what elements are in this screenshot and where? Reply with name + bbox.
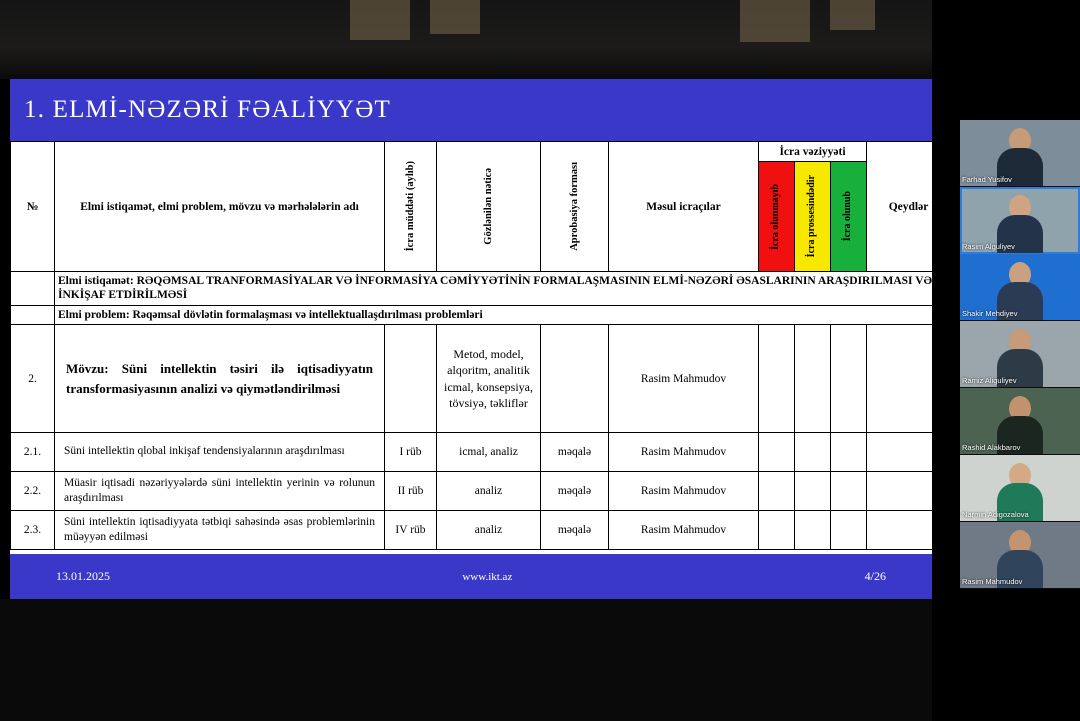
- participant-tile[interactable]: [960, 388, 1080, 455]
- topic-result-text: Metod, model, alqoritm, analitik icmal, konsepsiya, tövsiyə, təkliflər: [444, 347, 533, 410]
- participant-tile[interactable]: [960, 522, 1080, 589]
- subrow-status-red: [759, 511, 795, 550]
- table-row: [11, 305, 951, 324]
- status-executed-label: İcra olunub: [842, 191, 854, 242]
- header-result: [437, 142, 541, 272]
- subrow-term: II rüb: [385, 472, 437, 511]
- subrow-result: analiz: [437, 511, 541, 550]
- scientific-problem-text: Elmi problem: Rəqəmsal dövlətin formalaşması və intellektuallaşdırılması problemləri: [55, 305, 951, 324]
- slide-title: 1. ELMİ-NƏZƏRİ FƏALİYYƏT: [24, 96, 391, 123]
- table-row: [11, 272, 951, 306]
- subrow-approbation: məqalə: [541, 472, 609, 511]
- status-executed: [831, 162, 867, 272]
- header-status-group: İcra vəziyyəti: [759, 142, 867, 162]
- subrow-status-yellow: [795, 433, 831, 472]
- table-row: [11, 511, 951, 550]
- participant-tile[interactable]: [960, 187, 1080, 254]
- ceiling-light: [350, 0, 410, 40]
- header-direction: [55, 142, 385, 272]
- topic-result: [437, 325, 541, 433]
- section-row-spacer: [11, 272, 55, 306]
- participant-video-strip: [960, 120, 1080, 589]
- table-row: [11, 472, 951, 511]
- header-term-label: İcra müddəti (aylıb): [404, 161, 416, 252]
- subrow-direction: [55, 433, 385, 472]
- topic-direction-text: Mövzu: Süni intellektin təsiri ilə iqtisadiyyatın transformasiyasının analizi və qiymətləndirilməsi: [66, 361, 373, 396]
- subrow-result: analiz: [437, 472, 541, 511]
- status-in-progress: [795, 162, 831, 272]
- subrow-num: 2.1.: [11, 433, 55, 472]
- ceiling-light: [830, 0, 875, 30]
- topic-status-yellow: [795, 325, 831, 433]
- subrow-status-yellow: [795, 511, 831, 550]
- topic-num: 2.: [11, 325, 55, 433]
- subrow-status-green: [831, 511, 867, 550]
- participant-tile[interactable]: [960, 455, 1080, 522]
- subrow-executors: Rasim Mahmudov: [609, 472, 759, 511]
- slide-title-bar: [10, 79, 932, 141]
- slide-website: www.ikt.az: [462, 570, 513, 583]
- participant-name: Shakir Mehdiyev: [962, 309, 1018, 318]
- slide-page-number: 4/26: [864, 569, 886, 583]
- header-approbation-label: Aprobasiya forması: [568, 162, 580, 251]
- participant-name: Farhad Yusifov: [962, 175, 1012, 184]
- subrow-status-green: [831, 472, 867, 511]
- topic-direction: [55, 325, 385, 433]
- subrow-direction: [55, 472, 385, 511]
- subrow-num: 2.2.: [11, 472, 55, 511]
- subrow-executors: Rasim Mahmudov: [609, 511, 759, 550]
- subrow-approbation: məqalə: [541, 433, 609, 472]
- section-row-spacer: [11, 305, 55, 324]
- status-in-progress-label: İcra prossesindədir: [806, 175, 818, 258]
- table-row: [11, 325, 951, 433]
- subrow-direction-text: Süni intellektin qlobal inkişaf tendensiyalarının araşdırılması: [64, 445, 345, 458]
- participant-tile[interactable]: [960, 254, 1080, 321]
- subrow-notes: [867, 511, 951, 550]
- status-not-executed-label: İcra olunmayıb: [770, 183, 782, 250]
- participant-name: Narmin Adigozalova: [962, 510, 1029, 519]
- topic-term: [385, 325, 437, 433]
- work-plan-table: [10, 141, 951, 550]
- subrow-direction: [55, 511, 385, 550]
- header-result-label: Gözlənilən nəticə: [482, 168, 494, 245]
- subrow-approbation: məqalə: [541, 511, 609, 550]
- table-header-row: [11, 142, 951, 162]
- ceiling-light: [740, 0, 810, 42]
- subrow-status-green: [831, 433, 867, 472]
- subrow-executors: Rasim Mahmudov: [609, 433, 759, 472]
- status-not-executed: [759, 162, 795, 272]
- subrow-status-red: [759, 433, 795, 472]
- slide-footer: [10, 554, 932, 599]
- header-notes: Qeydlər: [867, 142, 951, 272]
- header-approbation: [541, 142, 609, 272]
- presentation-slide: [10, 79, 932, 599]
- topic-executors: Rasim Mahmudov: [609, 325, 759, 433]
- subrow-notes: [867, 433, 951, 472]
- ceiling-light: [430, 0, 480, 34]
- topic-status-red: [759, 325, 795, 433]
- participant-name: Rashid Alakbarov: [962, 443, 1021, 452]
- header-executors: Məsul icraçılar: [609, 142, 759, 272]
- subrow-status-red: [759, 472, 795, 511]
- subrow-direction-text: Müasir iqtisadi nəzəriyyələrdə süni intellektin yerinin və rolunun araşdırılması: [64, 476, 375, 505]
- scientific-direction-text: Elmi istiqamət: RƏQƏMSAL TRANFORMASİYALAR VƏ İNFORMASİYA CƏMİYYƏTİNİN FORMALAŞMASININ ELMİ-NƏZƏRİ ƏSASLARININ ARAŞDIRILMASI VƏ İNKİŞAF ETDİRİLMƏSİ: [55, 272, 951, 306]
- subrow-notes: [867, 472, 951, 511]
- header-num: №: [11, 142, 55, 272]
- table-row: [11, 433, 951, 472]
- subrow-result: icmal, analiz: [437, 433, 541, 472]
- participant-tile[interactable]: [960, 120, 1080, 187]
- room-background-bottom: [0, 599, 932, 721]
- topic-approbation: [541, 325, 609, 433]
- subrow-num: 2.3.: [11, 511, 55, 550]
- subrow-direction-text: Süni intellektin iqtisadiyyata tətbiqi sahəsində əsas problemlərinin müəyyən edilməsi: [64, 515, 375, 544]
- header-term: [385, 142, 437, 272]
- participant-name: Rasim Mahmudov: [962, 577, 1023, 586]
- participant-tile[interactable]: [960, 321, 1080, 388]
- room-background-top: [0, 0, 932, 79]
- slide-date: 13.01.2025: [56, 569, 110, 583]
- subrow-term: I rüb: [385, 433, 437, 472]
- participant-name: Ramiz Aliguliyev: [962, 376, 1017, 385]
- participant-name: Rasim Alguliyev: [962, 242, 1015, 251]
- header-direction-label: Elmi istiqamət, elmi problem, mövzu və mərhələlərin adı: [80, 200, 359, 213]
- topic-status-green: [831, 325, 867, 433]
- subrow-status-yellow: [795, 472, 831, 511]
- subrow-term: IV rüb: [385, 511, 437, 550]
- topic-notes: [867, 325, 951, 433]
